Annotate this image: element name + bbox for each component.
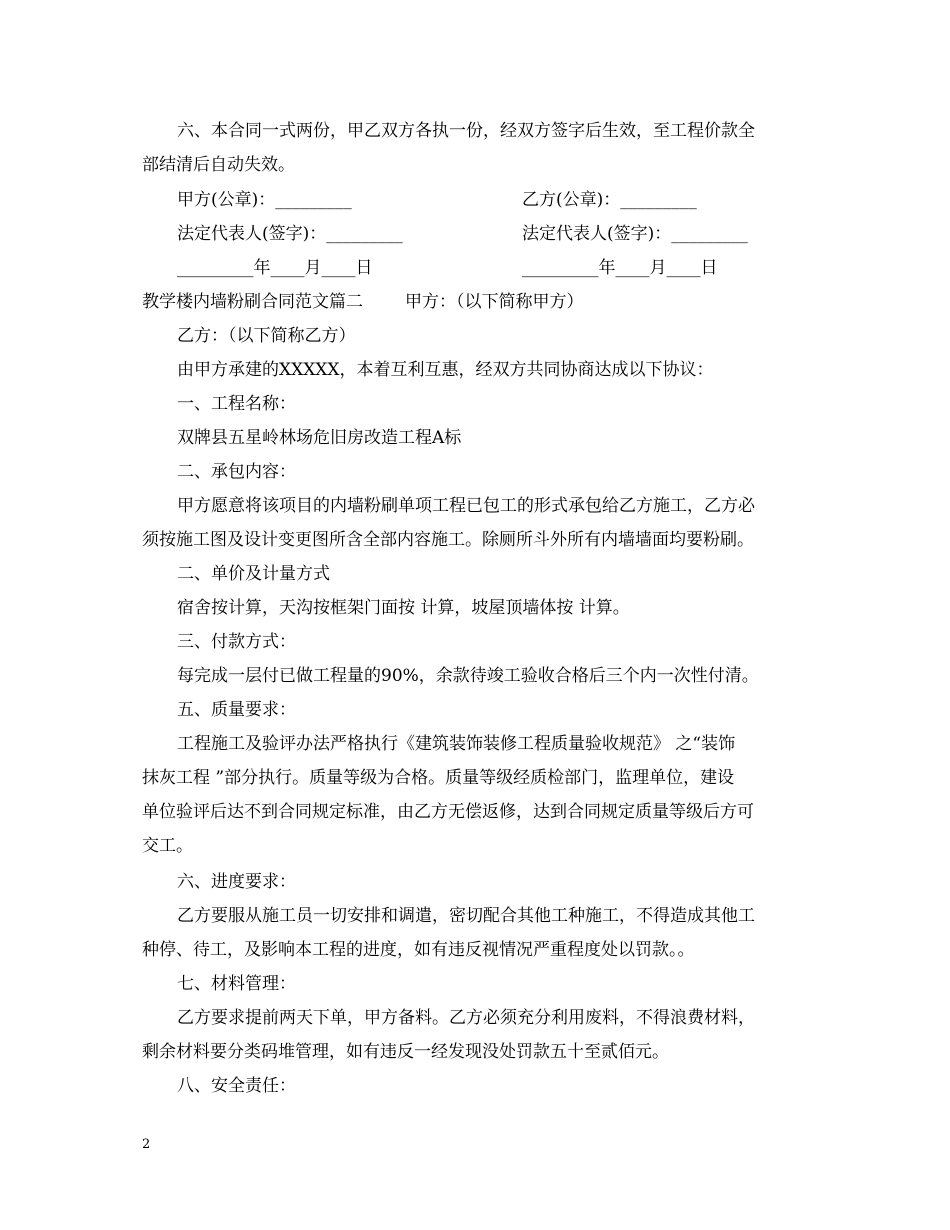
section-2-heading: 二、承包内容： (177, 462, 296, 482)
party-a-definition: 甲方：（以下简称甲方） (405, 292, 584, 312)
party-b-representative: 法定代表人(签字)：_________ (522, 224, 748, 244)
clause-six-line-2: 部结清后自动失效。 (142, 155, 295, 175)
party-a-seal: 甲方(公章)：_________ (177, 190, 352, 210)
section-6-heading: 六、进度要求： (177, 872, 296, 892)
intro-paragraph: 由甲方承建的XXXXX，本着互利互惠，经双方共同协商达成以下协议： (177, 360, 714, 380)
section-2-line-2: 须按施工图及设计变更图所含全部内容施工。除厕所斗外所有内墙墙面均要粉刷。 (142, 530, 754, 550)
party-b-date: _________年____月____日 (522, 258, 718, 278)
clause-six-line-1: 六、本合同一式两份，甲乙双方各执一份，经双方签字后生效，至工程价款全 (177, 121, 755, 141)
party-b-definition: 乙方：（以下简称乙方） (177, 326, 356, 346)
section-1-heading: 一、工程名称： (177, 394, 296, 414)
party-a-date: _________年____月____日 (177, 258, 373, 278)
section-4-heading: 三、付款方式： (177, 632, 296, 652)
contract-title: 教学楼内墙粉刷合同范文篇二 (142, 292, 363, 312)
section-7-line-2: 剩余材料要分类码堆管理，如有违反一经发现没处罚款五十至贰佰元。 (142, 1042, 669, 1062)
section-6-line-1: 乙方要服从施工员一切安排和调遣，密切配合其他工种施工，不得造成其他工 (177, 906, 755, 926)
section-3-body: 宿舍按计算，天沟按框架门面按 计算，坡屋顶墙体按 计算。 (177, 598, 630, 618)
section-7-line-1: 乙方要求提前两天下单，甲方备料。乙方必须充分利用废料，不得浪费材料， (177, 1008, 755, 1028)
party-a-representative: 法定代表人(签字)：_________ (177, 224, 403, 244)
section-5-line-3: 单位验评后达不到合同规定标准，由乙方无偿返修，达到合同规定质量等级后方可 (142, 802, 754, 822)
contract-title-line (142, 292, 822, 312)
section-5-line-4: 交工。 (142, 836, 193, 856)
section-4-body: 每完成一层付已做工程量的90%，余款待竣工验收合格后三个内一次性付清。 (177, 666, 759, 686)
page-number: 2 (142, 1137, 151, 1152)
section-6-line-2: 种停、待工，及影响本工程的进度，如有违反视情况严重程度处以罚款。。 (142, 940, 695, 960)
section-3-heading: 二、单价及计量方式 (177, 564, 330, 584)
section-5-line-1: 工程施工及验评办法严格执行《建筑装饰装修工程质量验收规范》 之“装饰 (177, 734, 736, 754)
section-5-line-2: 抹灰工程 ”部分执行。质量等级为合格。质量等级经质检部门，监理单位，建设 (142, 768, 735, 788)
section-5-heading: 五、质量要求： (177, 700, 296, 720)
section-2-line-1: 甲方愿意将该项目的内墙粉刷单项工程已包工的形式承包给乙方施工，乙方必 (177, 496, 755, 516)
section-1-body: 双牌县五星岭林场危旧房改造工程A标 (177, 428, 462, 448)
section-8-heading: 八、安全责任： (177, 1076, 296, 1096)
party-b-seal: 乙方(公章)：_________ (522, 190, 697, 210)
section-7-heading: 七、材料管理： (177, 974, 296, 994)
